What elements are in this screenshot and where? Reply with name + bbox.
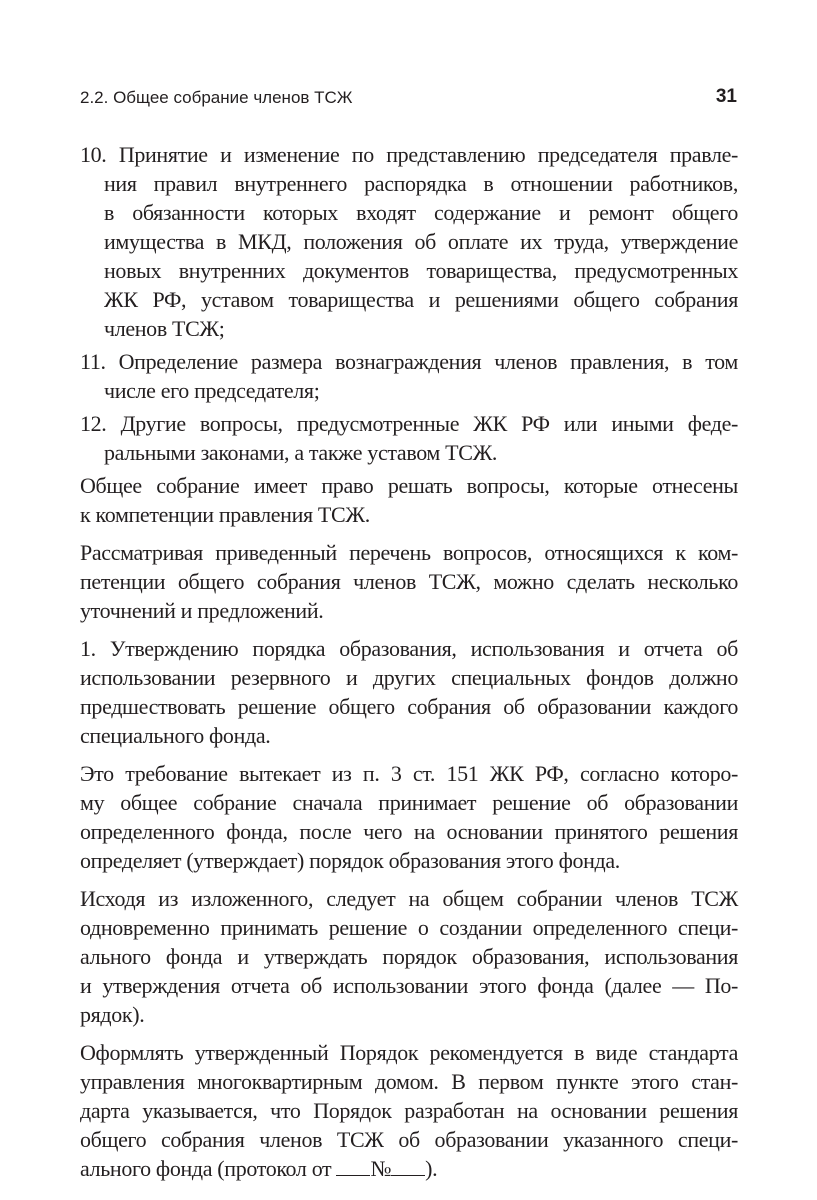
text-line: Это требование вытекает из п. 3 ст. 151 ЖК РФ, согласно которо-	[80, 761, 738, 786]
text-line: к компетенции правления ТСЖ.	[80, 502, 370, 527]
text-line: уточнений и предложений.	[80, 598, 324, 623]
paragraph	[80, 884, 738, 1029]
text-line: Исходя из изложенного, следует на общем собрании членов ТСЖ	[80, 886, 738, 911]
text-line: Оформлять утвержденный Порядок рекомендуется в виде стандарта	[80, 1040, 738, 1065]
list-item	[80, 409, 738, 467]
paragraph	[80, 759, 738, 875]
list-item	[80, 347, 738, 405]
text-line: управления многоквартирным домом. В первом пункте этого стан-	[80, 1069, 738, 1094]
running-header	[80, 88, 737, 112]
number-blank	[391, 1157, 425, 1176]
text-line: предшествовать решение общего собрания об образовании каждого	[80, 694, 738, 719]
text-line: общего собрания членов ТСЖ об образовании указанного специ-	[80, 1127, 738, 1152]
chapter-title: 2.2. Общее собрание членов ТСЖ	[80, 88, 353, 107]
final-line	[80, 1154, 738, 1183]
text-line: числе его председателя;	[104, 378, 320, 403]
text-line: 11. Определение размера вознаграждения членов правления, в том	[80, 349, 738, 374]
paragraph	[80, 1038, 738, 1183]
text-line: Общее собрание имеет право решать вопросы, которые отнесены	[80, 473, 738, 498]
text-line: ральными законами, а также уставом ТСЖ.	[104, 440, 498, 465]
page-body	[80, 140, 738, 1192]
text-line: в обязанности которых входят содержание и ремонт общего	[104, 200, 738, 225]
text-line: одновременно принимать решение о создании определенного специ-	[80, 915, 738, 940]
final-line-text: ального фонда (протокол от	[80, 1156, 337, 1181]
final-line-end: ).	[425, 1156, 438, 1181]
text-line: членов ТСЖ;	[104, 316, 225, 341]
date-blank	[336, 1157, 370, 1176]
text-line: специального фонда.	[80, 723, 271, 748]
text-line: и утверждения отчета об использовании этого фонда (далее — По-	[80, 973, 738, 998]
paragraph	[80, 538, 738, 625]
text-line: ния правил внутреннего распорядка в отношении работников,	[104, 171, 738, 196]
text-line: новых внутренних документов товарищества, предусмотренных	[104, 258, 738, 283]
list-item	[80, 140, 738, 343]
text-line: имущества в МКД, положения об оплате их труда, утверждение	[104, 229, 738, 254]
text-line: определяет (утверждает) порядок образования этого фонда.	[80, 848, 620, 873]
text-line: дарта указывается, что Порядок разработан на основании решения	[80, 1098, 738, 1123]
text-line: 1. Утверждению порядка образования, использования и отчета об	[80, 636, 738, 661]
page-number: 31	[715, 86, 737, 107]
text-line: рядок).	[80, 1002, 145, 1027]
paragraph	[80, 634, 738, 750]
text-line: определенного фонда, после чего на основании принятого решения	[80, 819, 738, 844]
text-line: ального фонда и утверждать порядок образования, использования	[80, 944, 738, 969]
paragraph	[80, 471, 738, 529]
number-sign: №	[370, 1156, 392, 1181]
text-line: петенции общего собрания членов ТСЖ, можно сделать несколько	[80, 569, 738, 594]
text-line: 10. Принятие и изменение по представлению председателя правле-	[80, 142, 738, 167]
text-line: использовании резервного и других специальных фондов должно	[80, 665, 738, 690]
text-line: му общее собрание сначала принимает решение об образовании	[80, 790, 738, 815]
text-line: 12. Другие вопросы, предусмотренные ЖК РФ или иными феде-	[80, 411, 738, 436]
text-line: Рассматривая приведенный перечень вопросов, относящихся к ком-	[80, 540, 738, 565]
text-line: ЖК РФ, уставом товарищества и решениями общего собрания	[104, 287, 738, 312]
